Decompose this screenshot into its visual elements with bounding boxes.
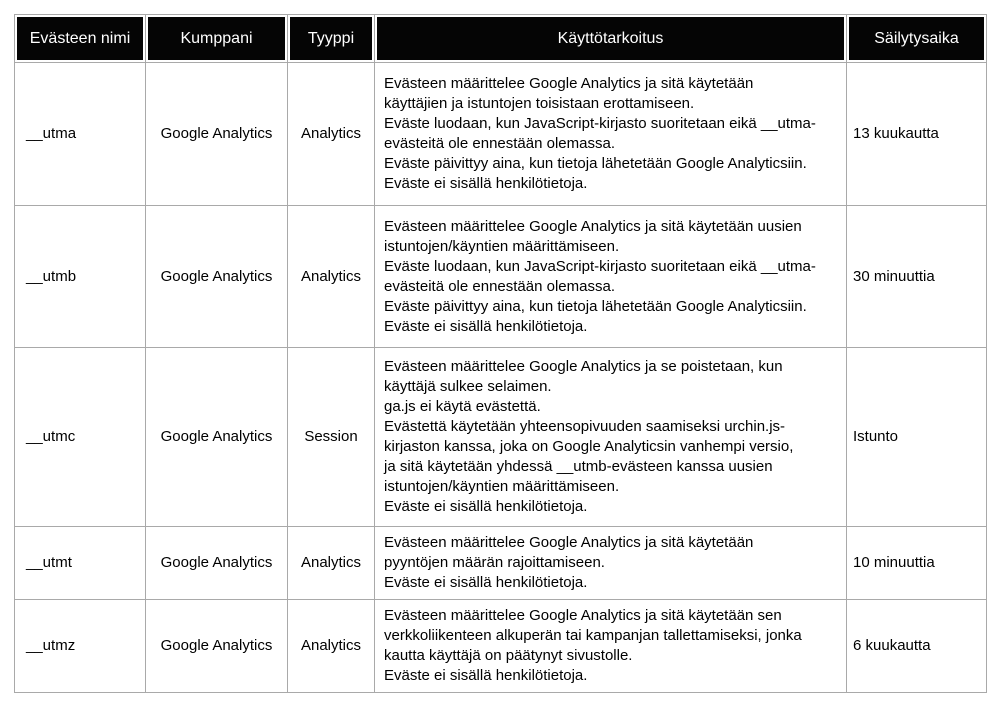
cookie-name-cell: __utmb	[15, 206, 146, 348]
purpose-line: Evästeen määrittelee Google Analytics ja sitä käytetään	[384, 534, 754, 551]
partner-cell: Google Analytics	[146, 348, 288, 527]
retention-cell: 10 minuuttia	[847, 527, 987, 600]
purpose-line: Evästeen määrittelee Google Analytics ja sitä käytetään uusien	[384, 217, 802, 235]
purpose-line: Eväste ei sisällä henkilötietoja.	[384, 667, 588, 684]
purpose-line: Eväste ei sisällä henkilötietoja.	[384, 574, 588, 591]
purpose-line: verkkoliikenteen alkuperän tai kampanjan tallettamiseksi, jonka	[384, 627, 802, 644]
type-cell: Analytics	[288, 527, 375, 600]
purpose-line: Eväste luodaan, kun JavaScript-kirjasto suoritetaan eikä __utma-	[384, 257, 816, 275]
col-header-type: Tyyppi	[288, 15, 375, 63]
header-row	[15, 15, 987, 63]
purpose-cell	[375, 348, 847, 527]
purpose-cell	[375, 527, 847, 600]
purpose-line: käyttäjien ja istuntojen toisistaan erottamiseen.	[384, 95, 695, 112]
partner-cell: Google Analytics	[146, 527, 288, 600]
partner-cell: Google Analytics	[146, 63, 288, 206]
purpose-line: Eväste luodaan, kun JavaScript-kirjasto suoritetaan eikä __utma-	[384, 115, 816, 132]
type-cell: Analytics	[288, 63, 375, 206]
type-cell: Analytics	[288, 206, 375, 348]
purpose-line: Eväste ei sisällä henkilötietoja.	[384, 498, 588, 515]
cookie-name-cell: __utmt	[15, 527, 146, 600]
purpose-line: Evästettä käytetään yhteensopivuuden saamiseksi urchin.js-	[384, 418, 786, 435]
type-cell: Analytics	[288, 600, 375, 693]
purpose-line: Evästeen määrittelee Google Analytics ja se poistetaan, kun	[384, 358, 783, 375]
purpose-cell	[375, 63, 847, 206]
purpose-line: Eväste ei sisällä henkilötietoja.	[384, 175, 588, 192]
table-row-utmt	[15, 527, 987, 600]
table-row-utmz	[15, 600, 987, 693]
cookie-name-cell: __utmz	[15, 600, 146, 693]
partner-cell: Google Analytics	[146, 600, 288, 693]
purpose-line: istuntojen/käyntien määrittämiseen.	[384, 237, 620, 255]
col-header-purpose: Käyttötarkoitus	[375, 15, 847, 63]
col-header-retention: Säilytysaika	[847, 15, 987, 63]
col-header-partner: Kumppani	[146, 15, 288, 63]
purpose-line: kautta käyttäjä on päätynyt sivustolle.	[384, 647, 633, 664]
col-header-cookie-name: Evästeen nimi	[15, 15, 146, 63]
purpose-line: pyyntöjen määrän rajoittamiseen.	[384, 554, 605, 571]
purpose-line: ja sitä käytetään yhdessä __utmb-evästeen kanssa uusien	[384, 458, 773, 475]
retention-cell: 6 kuukautta	[847, 600, 987, 693]
table-row-utmc	[15, 348, 987, 527]
partner-cell: Google Analytics	[146, 206, 288, 348]
purpose-line: Eväste päivittyy aina, kun tietoja lähetetään Google Analyticsiin.	[384, 155, 807, 172]
retention-cell: 30 minuuttia	[847, 206, 987, 348]
purpose-cell	[375, 206, 847, 348]
table-row-utmb	[15, 206, 987, 348]
purpose-line: käyttäjä sulkee selaimen.	[384, 378, 552, 395]
purpose-cell	[375, 600, 847, 693]
purpose-line: evästeitä ole ennestään olemassa.	[384, 277, 615, 295]
purpose-line: Eväste päivittyy aina, kun tietoja lähetetään Google Analyticsiin.	[384, 297, 807, 315]
purpose-line: evästeitä ole ennestään olemassa.	[384, 135, 615, 152]
cookie-name-cell: __utmc	[15, 348, 146, 527]
cookie-table	[14, 14, 987, 693]
purpose-line: Evästeen määrittelee Google Analytics ja sitä käytetään	[384, 75, 754, 92]
cookie-name-cell: __utma	[15, 63, 146, 206]
table-row-utma	[15, 63, 987, 206]
type-cell: Session	[288, 348, 375, 527]
retention-cell: 13 kuukautta	[847, 63, 987, 206]
purpose-line: Eväste ei sisällä henkilötietoja.	[384, 317, 588, 335]
purpose-line: istuntojen/käyntien määrittämiseen.	[384, 478, 620, 495]
purpose-line: Evästeen määrittelee Google Analytics ja sitä käytetään sen	[384, 607, 782, 624]
purpose-line: kirjaston kanssa, joka on Google Analyticsin vanhempi versio,	[384, 438, 794, 455]
retention-cell: Istunto	[847, 348, 987, 527]
purpose-line: ga.js ei käytä evästettä.	[384, 398, 541, 415]
